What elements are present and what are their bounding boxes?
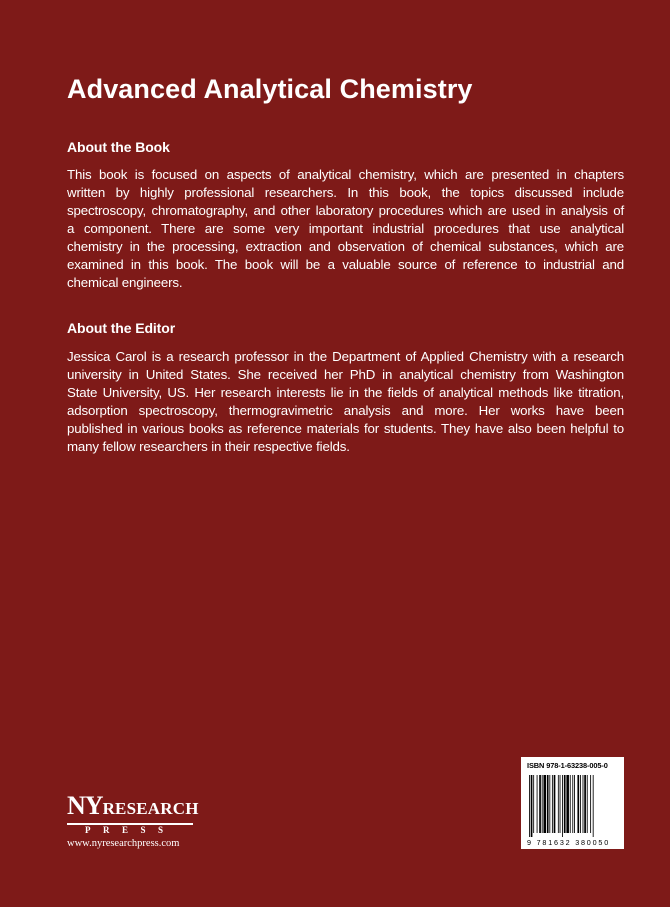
logo-research: RESEARCH [102,799,199,818]
publisher-url: www.nyresearchpress.com [67,838,180,849]
barcode-stripe [531,775,533,837]
book-title: Advanced Analytical Chemistry [67,74,473,104]
paragraph-line: spectroscopy, chromatography, and other laboratory procedures which are used in analysis of [67,203,624,218]
paragraph-line: published in various books as reference materials for students. They have also been helpful to [67,421,624,436]
about-book-paragraph [67,166,624,292]
barcode-stripe [543,775,546,833]
barcode-stripe [539,775,541,833]
barcode-stripe [584,775,586,833]
barcode-box [521,757,624,849]
barcode-stripe [590,775,591,833]
barcode-stripe [570,775,571,833]
barcode-stripe [533,775,534,833]
barcode-stripe [593,775,594,837]
paragraph-line: a component. There are some very important industrial procedures that use analytical [67,221,624,236]
publisher-logo [67,793,199,836]
logo-press: PRESS [85,824,176,835]
paragraph-line: many fellow researchers in their respective fields. [67,439,350,454]
paragraph-line: chemistry in the processing, extraction and observation of chemical substances, which are [67,239,624,254]
barcode-stripe [560,775,561,833]
logo-ny: NY [67,791,103,820]
barcode-stripe [577,775,579,833]
barcode-stripe [572,775,573,833]
barcode-stripe [554,775,556,833]
paragraph-line: university in United States. She received her PhD in analytical chemistry from Washington [67,367,624,382]
barcode-stripe [566,775,569,833]
barcode-first-digit: 9 [527,838,533,847]
isbn-label: ISBN 978-1-63238-005-0 [527,761,608,770]
barcode-stripe [562,775,563,837]
paragraph-line: adsorption spectroscopy, thermogravimetric analysis and more. Her works have been [67,403,624,418]
barcode-stripe [547,775,549,833]
barcode-stripe [542,775,543,833]
paragraph-line: written by highly professional researchers. In this book, the topics discussed include [67,185,624,200]
barcode-digits: 781632 380050 [536,838,610,847]
about-book-heading: About the Book [67,139,170,155]
barcode-stripe [564,775,566,833]
barcode-stripe [558,775,559,833]
barcode-stripe [529,775,530,837]
paragraph-line: This book is focused on aspects of analytical chemistry, which are presented in chapters [67,167,624,182]
paragraph-line: Jessica Carol is a research professor in the Department of Applied Chemistry with a research [67,349,624,364]
barcode-stripe [574,775,575,833]
barcode-stripe [552,775,553,833]
paragraph-line: chemical engineers. [67,275,183,290]
about-editor-heading: About the Editor [67,320,176,336]
barcode-stripe [580,775,581,833]
paragraph-line: State University, US. Her research interests lie in the fields of analytical methods like titration, [67,385,624,400]
barcode-stripe [537,775,538,833]
barcode-stripe [587,775,588,833]
about-editor-paragraph [67,348,624,456]
barcode-icon [529,775,617,837]
paragraph-line: examined in this book. The book will be a valuable source of reference to industrial and [67,257,624,272]
barcode-stripe [549,775,550,833]
barcode-stripe [583,775,584,833]
